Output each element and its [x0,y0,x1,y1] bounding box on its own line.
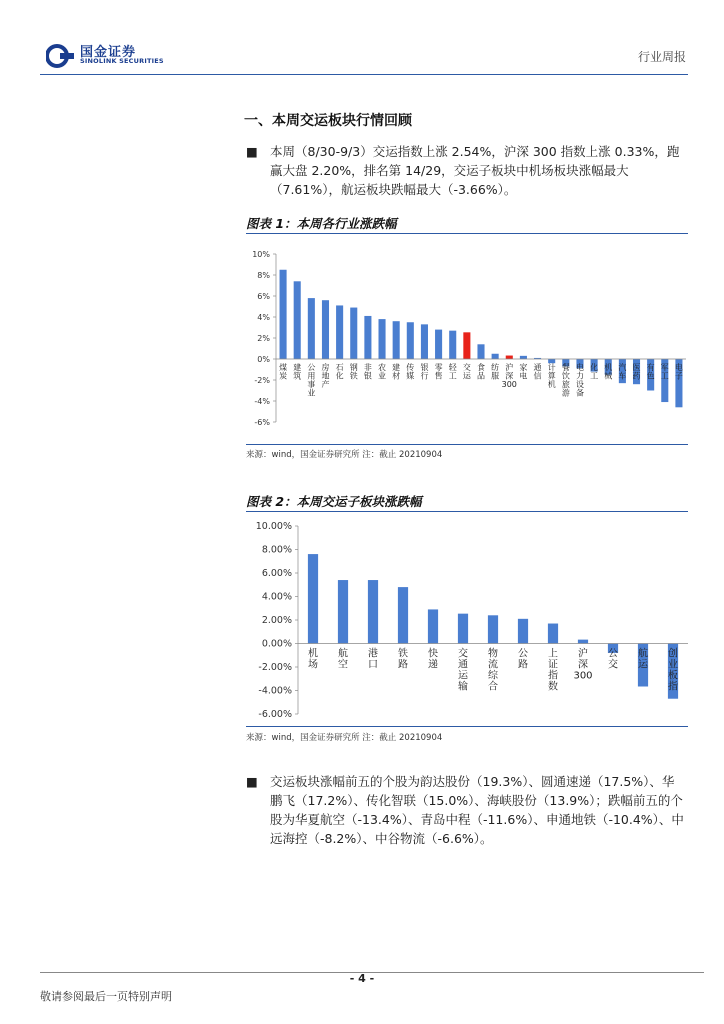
category-label: 军工 [660,363,669,381]
category-label: 非银 [363,363,372,381]
y-tick-label: 10.00% [255,521,292,532]
bar-铁路 [398,587,408,643]
category-label: 航空 [338,648,348,671]
category-label: 煤炭 [279,363,288,381]
bar-轻工 [449,331,456,359]
bar-航空 [338,580,348,643]
category-label: 医药 [632,363,641,381]
bar-上证指数 [548,624,558,644]
category-label: 纺服 [491,363,500,381]
y-tick-label: 10% [252,250,270,259]
category-label: 建材 [392,363,401,381]
category-label: 农业 [378,363,387,381]
category-label: 餐饮旅游 [561,363,570,398]
category-label: 交运 [462,363,471,381]
y-tick-label: 2% [257,334,270,343]
chart2 [246,515,688,725]
report-type: 行业周报 [637,50,686,64]
category-label: 房地产 [321,363,330,389]
y-tick-label: -2.00% [258,662,292,673]
figure2-source-rule [246,726,688,727]
bar-石化 [336,305,343,359]
bullet-icon: ■ [246,144,258,159]
category-label: 石化 [335,363,344,381]
category-label: 公交 [608,648,618,671]
page-number: - 4 - [349,972,375,985]
bar-沪深300 [506,356,513,359]
category-label: 公路 [518,648,528,671]
category-label: 快递 [428,648,438,671]
paragraph-1-text: 本周（8/30-9/3）交运指数上涨 2.54%，沪深 300 指数上涨 0.33%，跑赢大盘 2.20%，排名第 14/29，交运子板块中机场板块涨幅最大（7.61%），航运板块跌幅最大（-3.66%）。 [270,144,680,197]
bar-机场 [308,554,318,643]
bar-家电 [520,356,527,359]
category-label: 公用事业 [307,363,316,398]
bar-建筑 [294,281,301,359]
y-tick-label: -6% [254,418,270,427]
y-tick-label: 8% [257,271,270,280]
bar-交运 [463,332,470,359]
category-label: 汽车 [618,363,627,381]
bar-钢铁 [350,308,357,359]
y-tick-label: -4% [254,397,270,406]
category-label: 钢铁 [349,363,358,381]
figure2-title-rule [246,511,688,512]
figure1-source: 来源：wind，国金证券研究所 注：截止 20210904 [246,450,443,460]
category-label: 化工 [590,363,599,381]
bar-非银 [364,316,371,359]
figure1-source-rule [246,444,688,445]
bar-纺服 [492,354,499,359]
bullet-icon: ■ [246,774,258,789]
category-label: 有色 [646,363,655,381]
category-label: 铁路 [398,648,408,671]
category-label: 通信 [533,363,542,381]
category-label: 机械 [604,363,613,381]
bar-银行 [421,324,428,359]
category-label: 轻工 [448,363,457,381]
y-tick-label: 4% [257,313,270,322]
y-tick-label: 6.00% [261,568,292,579]
y-tick-label: 0% [257,355,270,364]
y-tick-label: 8.00% [261,544,292,556]
category-label: 计算机 [547,363,556,389]
y-tick-label: 2.00% [261,615,292,626]
y-tick-label: -2% [254,376,270,385]
category-label: 建筑 [293,363,302,381]
paragraph-2 [246,772,684,848]
figure2-title: 图表 2：本周交运子板块涨跌幅 [246,494,422,509]
bar-物流综合 [488,615,498,643]
category-label: 电力设备 [575,363,584,398]
category-label: 创业板指 [668,648,678,693]
category-label: 食品 [477,363,485,381]
bar-传媒 [407,322,414,359]
chart1 [246,240,688,440]
figure1-title-rule [246,233,688,234]
figure2-source: 来源：wind，国金证券研究所 注：截止 20210904 [246,733,443,743]
y-tick-label: -4.00% [258,685,292,697]
bar-快递 [428,609,438,643]
bar-房地产 [322,300,329,359]
y-tick-label: 0.00% [261,638,292,650]
category-label: 银行 [420,363,429,381]
bar-沪深300 [578,640,588,644]
bar-零售 [435,330,442,359]
bar-煤炭 [280,270,287,359]
category-label: 航运 [638,648,648,671]
brand-name-en: SINOLINK SECURITIES [80,57,164,65]
category-label: 上证指数 [548,648,558,693]
category-label: 沪深 300 [501,363,517,389]
y-tick-label: 4.00% [261,591,292,603]
category-label: 传媒 [406,363,415,381]
logo-icon [46,43,76,69]
figure1-title: 图表 1：本周各行业涨跌幅 [246,216,397,231]
category-label: 电子 [674,363,683,381]
category-label: 沪深 300 [573,648,593,682]
y-tick-label: 6% [257,292,270,301]
footer-note: 敬请参阅最后一页特别声明 [40,990,172,1003]
category-label: 港口 [368,648,378,671]
bar-交通运输 [458,614,468,644]
bar-港口 [368,580,378,643]
category-label: 零售 [434,363,443,381]
bar-建材 [393,321,400,359]
paragraph-1 [246,142,684,199]
category-label: 交通运输 [458,648,468,693]
bar-公用事业 [308,298,315,359]
category-label: 家电 [519,363,528,381]
bar-食品 [477,344,484,359]
category-label: 物流综合 [488,648,498,693]
section-title: 一、本周交运板块行情回顾 [244,113,412,129]
bar-公路 [518,619,528,644]
header-divider [40,74,688,75]
bar-农业 [379,319,386,359]
category-label: 机场 [308,648,318,671]
brand-name-cn: 国金证券 [80,45,137,60]
paragraph-2-text: 交运板块涨幅前五的个股为韵达股份（19.3%）、圆通速递（17.5%）、华鹏飞（17.2%）、传化智联（15.0%）、海峡股份（13.9%）；跌幅前五的个股为华夏航空（-13.4%）、青岛中程（-11.6%）、申通地铁（-10.4%）、中远海控（-8.2%）、中谷物流（-6.6%）。 [270,774,684,846]
y-tick-label: -6.00% [258,709,292,720]
